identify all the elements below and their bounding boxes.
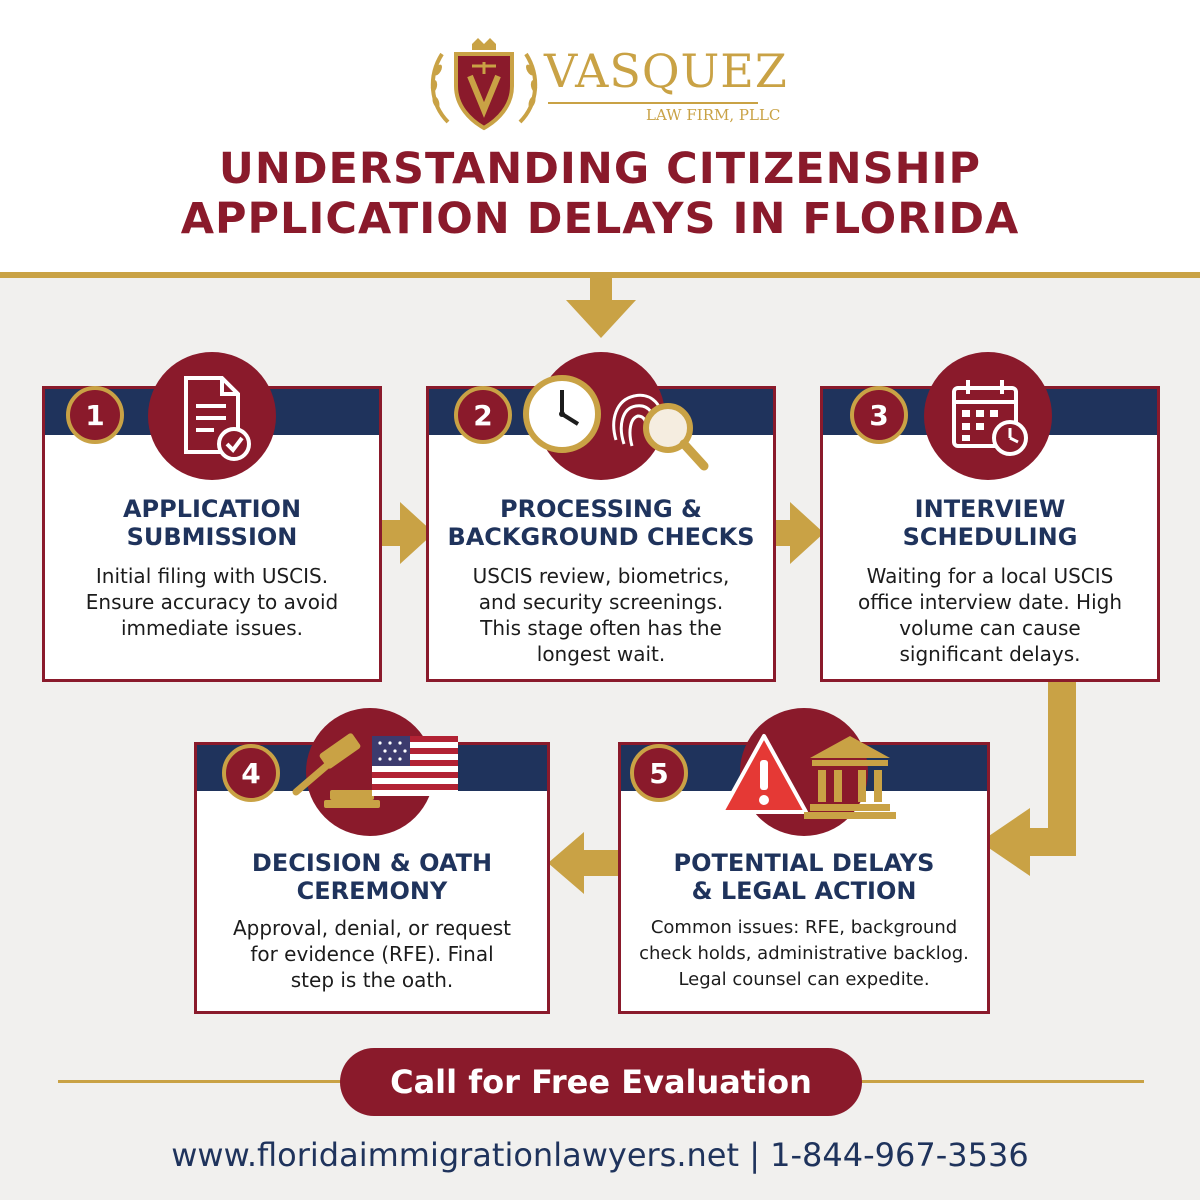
free-evaluation-button[interactable]: Call for Free Evaluation — [340, 1048, 862, 1116]
brand-name: VASQUEZ — [544, 44, 788, 98]
brand-subtitle: LAW FIRM, PLLC — [646, 106, 781, 124]
footer-contact[interactable]: www.floridaimmigrationlawyers.net | 1-844-967-3536 — [171, 1136, 1029, 1174]
step-title — [45, 495, 379, 551]
step-text-line: Legal counsel can expedite. — [678, 969, 930, 990]
step-title — [197, 849, 547, 905]
step-number-3: 3 — [850, 386, 908, 444]
step-text-line: and security screenings. — [478, 590, 724, 614]
step-icon-disc-1 — [148, 352, 276, 480]
document-check-icon — [148, 352, 276, 480]
title-line-2: APPLICATION DELAYS IN FLORIDA — [180, 194, 1020, 244]
law-shield-icon — [424, 34, 544, 134]
bend-arrow-icon — [976, 676, 1096, 906]
decision-icons — [286, 728, 466, 818]
courthouse-icon — [804, 736, 896, 819]
step-title — [621, 849, 987, 905]
step-text-line: immediate issues. — [121, 616, 303, 640]
step-text-line: step is the oath. — [290, 968, 454, 992]
left-arrow-icon — [548, 832, 622, 894]
step-title-line: SUBMISSION — [126, 523, 298, 551]
warning-icon — [722, 736, 806, 812]
step-title — [429, 495, 773, 551]
step-text-line: Approval, denial, or request — [232, 916, 512, 940]
step-text-line: longest wait. — [536, 642, 666, 666]
step-description — [57, 563, 367, 641]
step-title-line: BACKGROUND CHECKS — [447, 523, 755, 551]
page-title — [0, 144, 1200, 244]
step-text-line: significant delays. — [899, 642, 1081, 666]
step-title — [823, 495, 1157, 551]
step-text-line: office interview date. High — [857, 590, 1123, 614]
step-text-line: USCIS review, biometrics, — [472, 564, 730, 588]
down-arrow-icon — [566, 278, 636, 340]
clock-icon — [526, 378, 598, 450]
step-number-1: 1 — [66, 386, 124, 444]
brand-logo — [424, 34, 788, 134]
step-text-line: Ensure accuracy to avoid — [85, 590, 339, 614]
step-number-4: 4 — [222, 744, 280, 802]
step-description — [835, 563, 1145, 667]
processing-icons — [520, 370, 710, 480]
brand-rule — [548, 102, 758, 104]
us-flag-icon — [372, 736, 458, 796]
step-description — [441, 563, 761, 667]
step-description — [627, 915, 981, 993]
step-title-line: INTERVIEW — [914, 495, 1066, 523]
gavel-icon — [296, 732, 380, 808]
legal-action-icons — [716, 730, 896, 822]
step-title-line: DECISION & OATH — [251, 849, 493, 877]
step-title-line: CEREMONY — [296, 877, 448, 905]
step-title-line: & LEGAL ACTION — [691, 877, 917, 905]
step-text-line: This stage often has the — [480, 616, 722, 640]
step-text-line: Common issues: RFE, background — [650, 917, 958, 938]
step-title-line: SCHEDULING — [902, 523, 1078, 551]
step-text-line: for evidence (RFE). Final — [250, 942, 494, 966]
step-title-line: APPLICATION — [122, 495, 302, 523]
step-text-line: Waiting for a local USCIS — [866, 564, 1114, 588]
step-description — [209, 915, 535, 993]
title-line-1: UNDERSTANDING CITIZENSHIP — [218, 144, 982, 194]
step-number-5: 5 — [630, 744, 688, 802]
step-text-line: volume can cause — [899, 616, 1081, 640]
calendar-clock-icon — [924, 352, 1052, 480]
magnifier-icon — [646, 406, 704, 466]
step-title-line: PROCESSING & — [500, 495, 702, 523]
step-number-2: 2 — [454, 386, 512, 444]
step-text-line: Initial filing with USCIS. — [95, 564, 329, 588]
step-title-line: POTENTIAL DELAYS — [673, 849, 935, 877]
step-icon-disc-3 — [924, 352, 1052, 480]
step-text-line: check holds, administrative backlog. — [639, 943, 969, 964]
